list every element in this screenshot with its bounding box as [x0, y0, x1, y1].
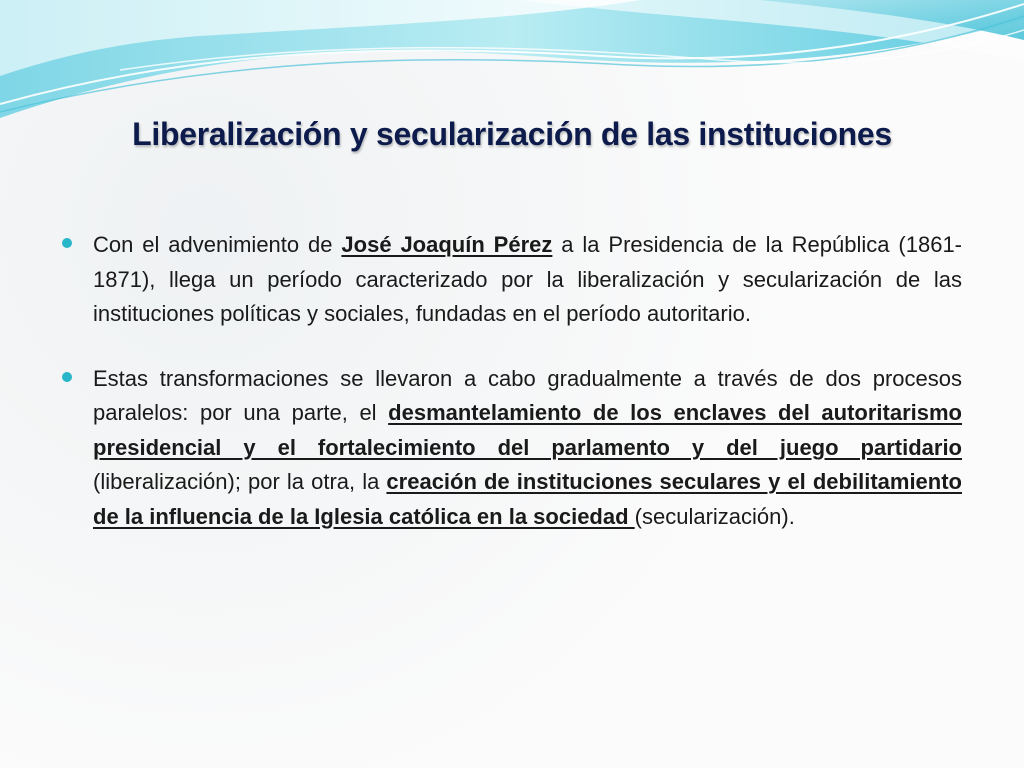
bullet-text-segment: a la Presidencia de la República (1861-1871), llega un período caracterizado por la liberalización y secularización de las instituciones políticas y sociales, fundadas en el período autoritario.: [93, 232, 963, 326]
bullet-text-segment: (secularización).: [634, 503, 795, 529]
bullet-dot-icon: [62, 372, 72, 382]
bullet-emphasis: creación de instituciones seculares y el debilitamiento de la influencia de la Iglesia católica en la sociedad: [93, 469, 962, 529]
bullet-emphasis: desmantelamiento de los enclaves del autoritarismo presidencial y el fortalecimiento del parlamento y del juego partidario: [93, 400, 962, 460]
slide-title: Liberalización y secularización de las instituciones: [132, 116, 892, 152]
bullet-text-segment: Con el advenimiento de: [93, 232, 342, 257]
bullet-emphasis: José Joaquín Pérez: [341, 232, 553, 257]
bullet-text-segment: Estas transformaciones se llevaron a cabo gradualmente a través de dos procesos paralelos: por una parte, el: [93, 365, 962, 425]
bullet-item: [62, 228, 962, 332]
bullet-text-segment: (liberalización); por la otra, la: [93, 469, 387, 494]
bullet-text: [93, 366, 962, 529]
bullet-item: [62, 362, 962, 535]
bullet-text: [93, 232, 962, 326]
bullet-list: [62, 228, 962, 564]
bullet-dot-icon: [62, 238, 72, 248]
